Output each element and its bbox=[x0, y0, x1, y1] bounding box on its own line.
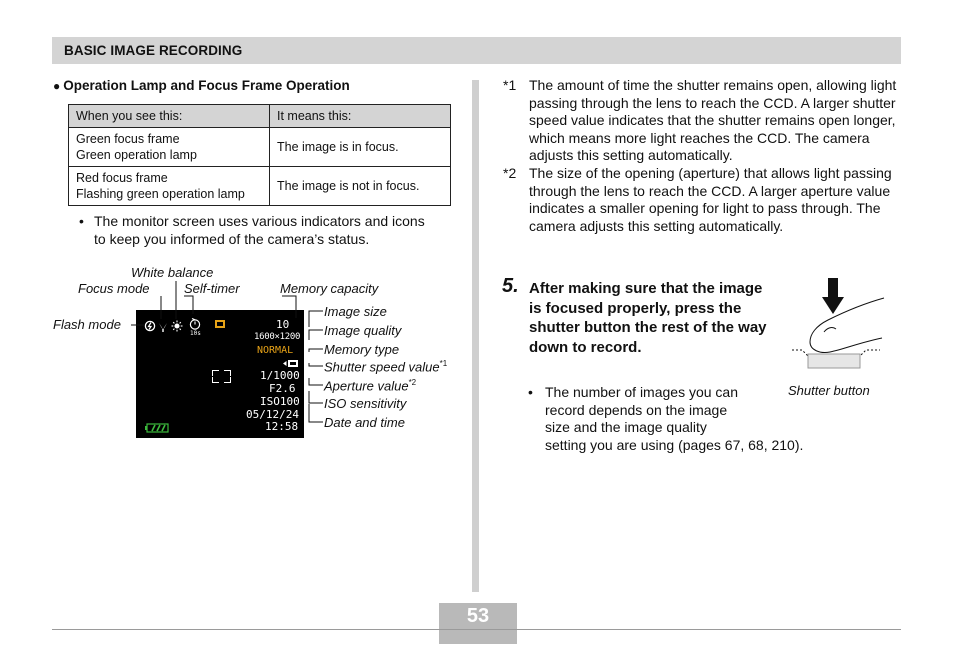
table-header-cell: When you see this: bbox=[69, 105, 270, 128]
label-iso: ISO sensitivity bbox=[324, 396, 407, 411]
lcd-time: 12:58 bbox=[265, 420, 299, 433]
lcd-iso: ISO100 bbox=[260, 395, 300, 408]
page-number: 53 bbox=[466, 605, 490, 627]
monitor-note-text: The monitor screen uses various indicators and icons to keep you informed of the camera’s status. bbox=[94, 213, 425, 247]
table-header-cell: It means this: bbox=[270, 105, 451, 128]
images-note-line: setting you are using (pages 67, 68, 210). bbox=[545, 436, 804, 453]
images-note-line: The number of images you can bbox=[545, 384, 738, 400]
step-instruction: After making sure that the image is focused properly, press the shutter button the rest of the way down to record. bbox=[529, 280, 767, 356]
label-image-quality: Image quality bbox=[324, 323, 402, 338]
lcd-shutter-speed: 1/1000 bbox=[260, 369, 300, 382]
table-cell-means: The image is in focus. bbox=[270, 128, 451, 167]
footnote-shutter-speed bbox=[503, 77, 909, 169]
label-flash-mode: Flash mode bbox=[53, 317, 121, 332]
table-cell-line: Red focus frame bbox=[76, 171, 168, 185]
images-note-line: record depends on the image bbox=[545, 401, 728, 418]
label-memory-capacity: Memory capacity bbox=[280, 281, 379, 296]
footnote-mark: *1 bbox=[503, 77, 517, 93]
footnote-text: The size of the opening (aperture) that allows light passing through the lens to reach the CCD. A larger aperture value indicates a smaller opening for light to pass through. The camera adjusts this setting automatically. bbox=[529, 165, 892, 234]
lcd-self-timer-value: 10s bbox=[190, 330, 201, 337]
section-heading-text: Operation Lamp and Focus Frame Operation bbox=[63, 78, 350, 93]
lcd-image-size: 1600×1200 bbox=[254, 332, 301, 342]
footnote-ref: *1 bbox=[439, 359, 448, 368]
down-arrow-icon bbox=[822, 278, 844, 314]
lcd-image-quality: NORMAL bbox=[257, 345, 294, 356]
label-white-balance: White balance bbox=[131, 265, 214, 280]
label-memory-type: Memory type bbox=[324, 342, 400, 357]
footer-rule bbox=[52, 629, 901, 630]
label-date-time: Date and time bbox=[324, 415, 405, 430]
column-divider bbox=[472, 80, 479, 592]
lcd-aperture: F2.6 bbox=[269, 382, 296, 395]
step-number: 5. bbox=[502, 275, 519, 297]
footnote-text: The amount of time the shutter remains open, allowing light passing through the lens to reach the CCD. A larger shutter speed value indicates that the shutter remains open longer, which means more light reaches the CCD. The camera adjusts this setting automatically. bbox=[529, 77, 897, 164]
camera-body-outline bbox=[792, 350, 880, 368]
shutter-press-illustration bbox=[786, 276, 886, 372]
footnote-mark: *2 bbox=[503, 165, 517, 181]
label-image-size: Image size bbox=[324, 304, 387, 319]
table-cell-line: Flashing green operation lamp bbox=[76, 187, 245, 201]
footnote-ref: *2 bbox=[408, 378, 417, 387]
label-focus-mode: Focus mode bbox=[78, 281, 150, 296]
bullet: • bbox=[528, 384, 533, 400]
table-cell-line: Green operation lamp bbox=[76, 148, 197, 162]
page-header-title: BASIC IMAGE RECORDING bbox=[64, 43, 243, 58]
shutter-button-caption: Shutter button bbox=[788, 383, 870, 398]
label-shutter-speed-text: Shutter speed value bbox=[324, 359, 440, 375]
bullet: • bbox=[79, 213, 84, 229]
label-self-timer: Self-timer bbox=[184, 281, 240, 296]
lcd-date: 05/12/24 bbox=[246, 408, 299, 421]
heading-bullet: ● bbox=[53, 79, 61, 93]
footnote-aperture bbox=[503, 165, 909, 257]
table-cell-means: The image is not in focus. bbox=[270, 167, 451, 206]
label-aperture-text: Aperture value bbox=[324, 378, 409, 394]
finger-icon bbox=[810, 298, 884, 353]
table-cell-line: Green focus frame bbox=[76, 132, 180, 146]
lcd-capacity: 10 bbox=[276, 318, 290, 331]
images-note-line: size and the image quality bbox=[545, 419, 707, 435]
